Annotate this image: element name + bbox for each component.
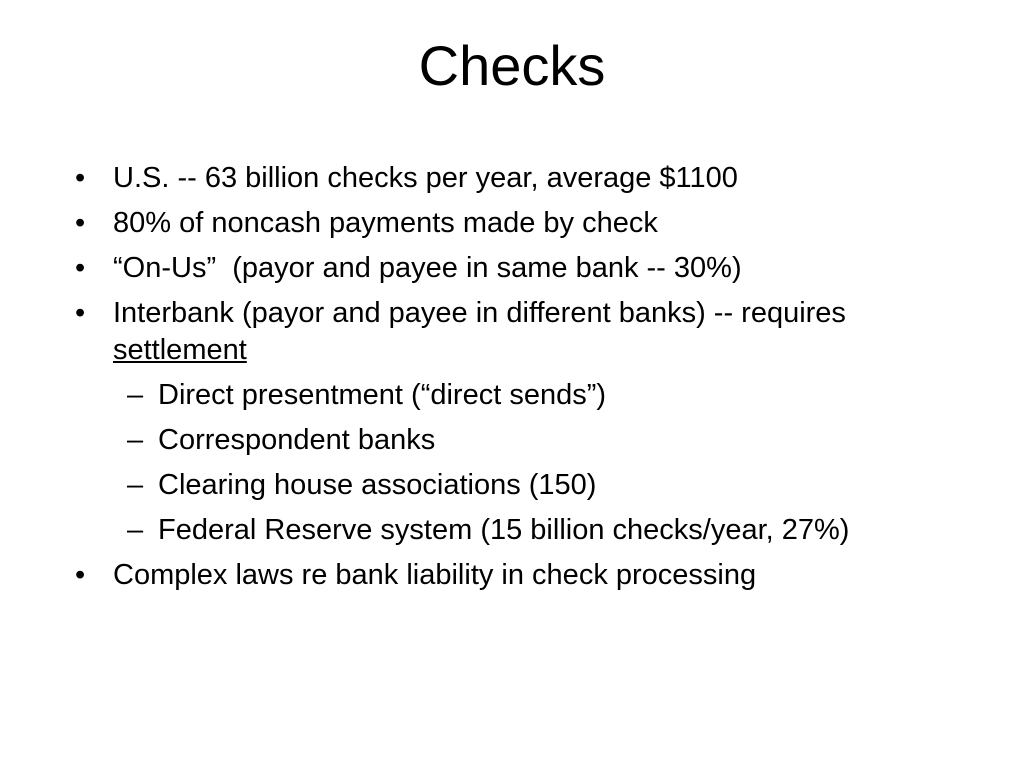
dash-marker: – bbox=[127, 379, 144, 411]
bullet-text: Complex laws re bank liability in check processing bbox=[113, 559, 757, 591]
sub-bullet-item bbox=[72, 377, 952, 414]
bullet-marker: • bbox=[75, 162, 86, 194]
sub-bullet-item bbox=[72, 512, 952, 549]
sub-bullet-text: Federal Reserve system (15 billion checks/year, 27%) bbox=[158, 514, 850, 546]
bullet-marker: • bbox=[75, 207, 86, 239]
sub-bullet-text: Direct presentment (“direct sends”) bbox=[158, 379, 607, 411]
sub-bullet-item bbox=[72, 422, 952, 459]
bullet-text: “On-Us” (payor and payee in same bank -- 30%) bbox=[113, 252, 742, 284]
bullet-item bbox=[72, 295, 952, 369]
bullet-marker: • bbox=[75, 297, 86, 329]
bullet-text: U.S. -- 63 billion checks per year, average $1100 bbox=[113, 162, 738, 194]
bullet-item bbox=[72, 557, 952, 594]
bullet-list bbox=[72, 160, 952, 602]
dash-marker: – bbox=[127, 469, 144, 501]
bullet-marker: • bbox=[75, 559, 86, 591]
bullet-marker: • bbox=[75, 252, 86, 284]
slide-title: Checks bbox=[418, 34, 606, 97]
settlement-term: settlement bbox=[113, 334, 247, 366]
bullet-text: 80% of noncash payments made by check bbox=[113, 207, 658, 239]
bullet-text: Interbank (payor and payee in different banks) -- requires bbox=[113, 297, 846, 329]
sub-bullet-item bbox=[72, 467, 952, 504]
dash-marker: – bbox=[127, 514, 144, 546]
bullet-item bbox=[72, 250, 952, 287]
dash-marker: – bbox=[127, 424, 144, 456]
sub-bullet-text: Correspondent banks bbox=[158, 424, 436, 456]
bullet-item bbox=[72, 160, 952, 197]
bullet-item bbox=[72, 205, 952, 242]
sub-bullet-text: Clearing house associations (150) bbox=[158, 469, 597, 501]
